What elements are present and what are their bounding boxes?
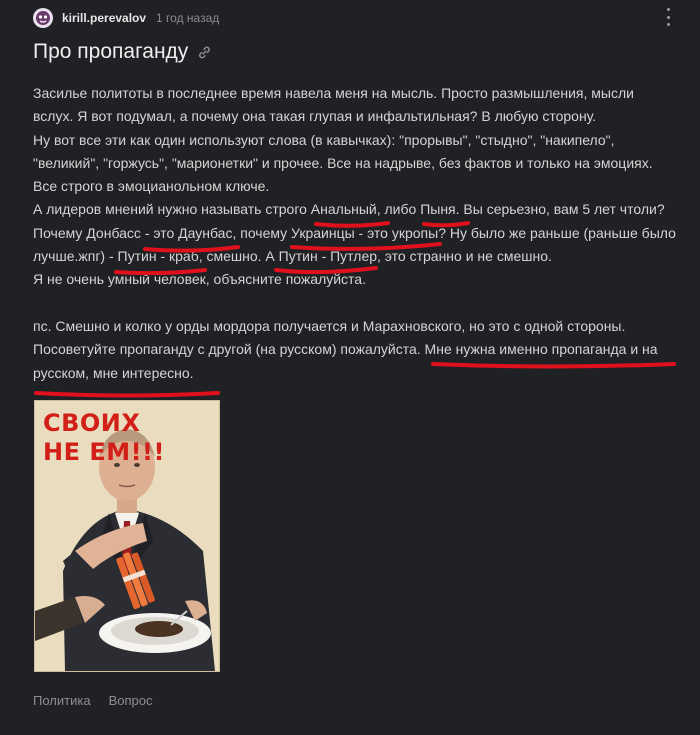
tag-politics[interactable]: Политика	[33, 693, 91, 708]
poster-caption-line-2: НЕ ЕМ!!!	[43, 438, 165, 466]
link-icon[interactable]	[197, 45, 212, 60]
avatar[interactable]	[33, 8, 53, 28]
paragraph-1: Засилье политоты в последнее время навела меня на мысль. Просто размышления, мысли вслух. Я вот подумал, а почему она такая глупая и инфальтильная? В любую сторону.	[33, 85, 634, 125]
poster-caption-line-1: СВОИХ	[43, 409, 141, 437]
post-header	[33, 6, 219, 30]
paragraph-gap	[33, 292, 678, 315]
author-name[interactable]: kirill.perevalov	[62, 11, 147, 25]
avatar-icon	[35, 10, 51, 26]
post-title[interactable]	[33, 40, 212, 64]
post-image[interactable]	[34, 400, 220, 672]
paragraph-3: А лидеров мнений нужно называть строго Анальный, либо Пыня. Вы серьезно, вам 5 лет чтоли? Почему Донбасс - это Даунбас, почему Украинцы - это укропы? Ну было же раньше (раньше было лучше.жпг) - Путин - краб, смешно. А Путин - Путлер, это странно и не смешно.	[33, 201, 676, 265]
underline-propaganda-2	[36, 393, 218, 396]
more-icon[interactable]	[660, 8, 676, 26]
post-tags	[33, 693, 152, 708]
post-body	[33, 82, 678, 385]
post-title-text[interactable]: Про пропаганду	[33, 40, 189, 63]
post-time: 1 год назад	[156, 11, 220, 25]
paragraph-4: Я не очень умный человек, объясните пожалуйста.	[33, 271, 366, 288]
poster-caption	[43, 409, 165, 467]
paragraph-5: пс. Смешно и колко у орды мордора получается и Марахновского, но это с одной стороны. Посоветуйте пропаганду с другой (на русском) пожалуйста. Мне нужна именно пропаганда и на русском, мне интересно.	[33, 317, 658, 381]
tag-question[interactable]: Вопрос	[108, 693, 153, 708]
paragraph-2: Ну вот все эти как один используют слова (в кавычках): "прорывы", "стыдно", "накипело", "великий", "горжусь", "марионетки" и прочее. Все на надрыве, без фактов и только на эмоциях. Все строго в эмоцианольном ключе.	[33, 131, 653, 195]
